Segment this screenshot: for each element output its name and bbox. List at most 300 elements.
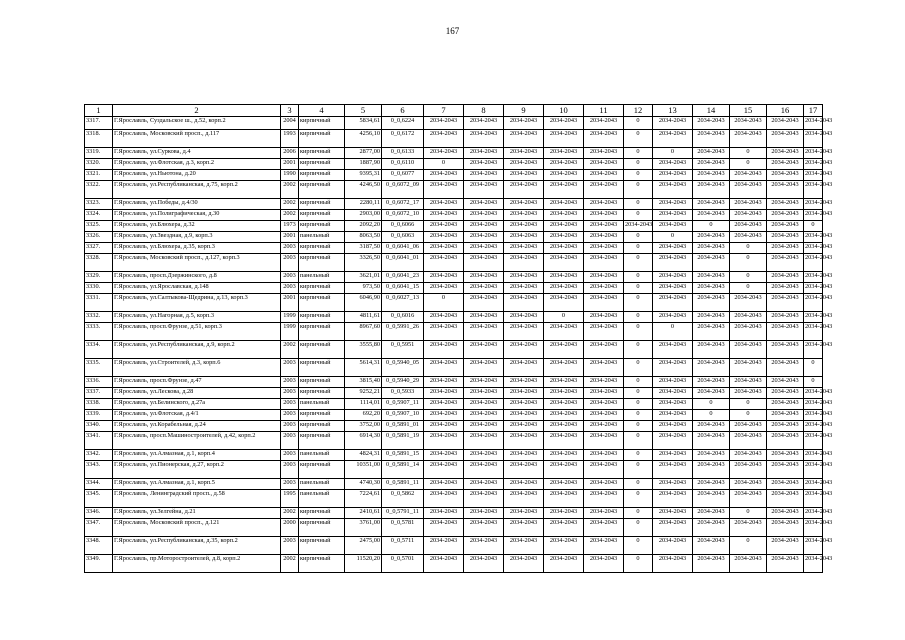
table-cell: 2034-2043 [584,283,624,294]
table-cell: 0_0,5891_14 [382,461,424,479]
table-cell: 2034-2043 [464,490,504,508]
table-cell: 2034-2043 [504,181,544,199]
table-cell: 3347. [85,519,113,537]
table-row [85,312,823,323]
header-row [85,105,823,117]
table-cell: 2034-2043 [584,148,624,159]
table-cell: 2002 [281,199,299,210]
table-cell: 0 [804,359,823,377]
table-cell: 2034-2043 [544,388,584,399]
table-cell: Г.Ярославль, ул.Звездная, д.9, корп.3 [113,232,281,243]
table-cell: 0_0,5951 [382,341,424,359]
table-cell: 2034-2043 [653,508,693,519]
table-cell: 0 [730,254,767,272]
table-cell: 2034-2043 [464,312,504,323]
table-cell: Г.Ярославль, Московский просп., д.121 [113,519,281,537]
table-cell: 2034-2043 [504,537,544,555]
column-header: 11 [584,105,624,117]
table-cell: Г.Ярославль, ул.Республиканская, д.35, корп.2 [113,537,281,555]
table-cell: 0 [730,159,767,170]
table-cell: 0_0,5891_11 [382,479,424,490]
table-cell: 2034-2043 [544,199,584,210]
table-cell: 2034-2043 [464,148,504,159]
table-cell: 2034-2043 [584,243,624,254]
column-header: 12 [624,105,653,117]
table-cell: 4811,61 [345,312,382,323]
table-cell: Г.Ярославль, ул.Полиграфическая, д.30 [113,210,281,221]
table-cell: 0 [624,117,653,130]
table-cell: 2003 [281,388,299,399]
table-cell: 2034-2043 [653,461,693,479]
table-cell: 2034-2043 [504,341,544,359]
table-cell: 2034-2043 [544,181,584,199]
table-cell: Г.Ярославль, ул.Строителей, д.3, корп.6 [113,359,281,377]
table-cell: 2034-2043 [584,221,624,232]
column-header: 13 [653,105,693,117]
table-cell: 2001 [281,159,299,170]
column-header: 16 [767,105,804,117]
table-cell: 2034-2043 [544,170,584,181]
table-cell: 9252,21 [345,388,382,399]
table-cell: 2034-2043 [767,221,804,232]
table-cell: 2034-2043 [544,432,584,450]
table-cell: 2280,11 [345,199,382,210]
table-cell: 2034-2043 [424,210,464,221]
table-cell: 2034-2043 [730,232,767,243]
table-cell: 2002 [281,555,299,573]
table-cell: 0 [730,508,767,519]
table-cell: 8967,60 [345,323,382,341]
table-cell: 3349. [85,555,113,573]
table-cell: 0 [653,148,693,159]
table-cell: 2034-2043 [693,432,730,450]
table-cell: 2034-2043 [544,232,584,243]
table-cell: 0 [624,461,653,479]
table-cell: 2002 [281,341,299,359]
table-cell: 3339. [85,410,113,421]
table-cell: 3329. [85,272,113,283]
table-row [85,388,823,399]
table-cell: 2034-2043 [544,130,584,148]
table-cell: кирпичный [299,148,345,159]
table-cell: 5614,31 [345,359,382,377]
table-cell: 2034-2043 [544,461,584,479]
table-cell: 0_0,6041_15 [382,283,424,294]
table-cell: 2034-2043 [693,450,730,461]
table-cell: 2034-2043 [653,170,693,181]
table-cell: 2034-2043 [767,199,804,210]
table-cell: 2034-2043 [424,377,464,388]
table-cell: 2034-2043 [464,377,504,388]
table-cell: 2034-2043 [504,421,544,432]
column-header: 5 [345,105,382,117]
table-cell: 2034-2043 [504,232,544,243]
table-cell: 2092,20 [345,221,382,232]
table-cell: 2034-2043 [584,479,624,490]
table-cell: 2034-2043 [424,221,464,232]
table-cell: 2034-2043 [767,490,804,508]
table-cell: 973,50 [345,283,382,294]
table-cell: 2034-2043 [804,461,823,479]
data-table [84,104,833,573]
table-cell: кирпичный [299,555,345,573]
table-cell: 0_0,5940_29 [382,377,424,388]
table-cell: 3337. [85,388,113,399]
table-cell: 2034-2043 [504,159,544,170]
table-cell: 1973 [281,221,299,232]
table-cell: 2034-2043 [767,421,804,432]
table-cell: 2003 [281,254,299,272]
table-cell: Г.Ярославль, ул.Флотская, д.3, корп.2 [113,159,281,170]
table-cell: 0_0,5907_10 [382,410,424,421]
table-cell: 2034-2043 [804,490,823,508]
table-cell: Г.Ярославль, ул.Корабельная, д.24 [113,421,281,432]
table-cell: 0_0,5907_11 [382,399,424,410]
table-cell: 2034-2043 [544,272,584,283]
table-cell: 4740,30 [345,479,382,490]
table-cell: 2034-2043 [693,117,730,130]
table-cell: 2034-2043 [804,410,823,421]
table-cell: 2034-2043 [544,159,584,170]
table-cell: 2034-2043 [693,181,730,199]
table-row [85,294,823,312]
table-cell: 2034-2043 [504,254,544,272]
table-cell: 2034-2043 [653,312,693,323]
table-cell: 0_0,5781 [382,519,424,537]
table-cell: 0 [624,181,653,199]
table-cell: 2034-2043 [424,410,464,421]
table-cell: 2034-2043 [584,159,624,170]
table-cell: Г.Ярославль, ул.Алмазная, д.1, корп.4 [113,450,281,461]
table-cell: 1999 [281,323,299,341]
page-number: 167 [445,26,460,36]
table-cell: 0_0,6027_13 [382,294,424,312]
table-cell: 2034-2043 [584,117,624,130]
table-cell: 2034-2043 [693,359,730,377]
table-cell: 2034-2043 [544,421,584,432]
table-cell: 2034-2043 [767,537,804,555]
table-cell: 2003 [281,283,299,294]
table-cell: 0 [693,221,730,232]
table-cell: 2034-2043 [804,341,823,359]
table-cell: 0 [624,508,653,519]
table-cell: 2034-2043 [767,117,804,130]
table-cell: 0_0,6224 [382,117,424,130]
table-cell: 2034-2043 [584,450,624,461]
table-cell: 2034-2043 [504,170,544,181]
table-cell: 2034-2043 [804,421,823,432]
table-cell: 3318. [85,130,113,148]
table-cell: 2034-2043 [584,377,624,388]
table-cell: 2034-2043 [804,479,823,490]
table-cell: 0 [624,388,653,399]
table-cell: 2034-2043 [730,450,767,461]
table-cell: кирпичный [299,283,345,294]
table-cell: панельный [299,450,345,461]
table-cell: 2034-2043 [653,555,693,573]
table-row [85,243,823,254]
table-cell: 3335. [85,359,113,377]
column-header: 9 [504,105,544,117]
table-cell: 2003 [281,450,299,461]
table-row [85,181,823,199]
table-cell: Г.Ярославль, ул.Флотская, д.4/1 [113,410,281,421]
table-cell: 2034-2043 [730,341,767,359]
table-cell: 0 [624,490,653,508]
table-cell: 2034-2043 [424,272,464,283]
table-cell: 0 [544,312,584,323]
table-cell: 2034-2043 [653,359,693,377]
table-cell: 2034-2043 [464,272,504,283]
table-cell: 2034-2043 [804,294,823,312]
table-cell: 0_0,6041_01 [382,254,424,272]
table-cell: 2034-2043 [767,243,804,254]
table-cell: 2034-2043 [504,221,544,232]
table-cell: 0 [624,479,653,490]
table-cell: 0_0,5891_01 [382,421,424,432]
table-cell: 1990 [281,170,299,181]
table-cell: 2034-2043 [504,410,544,421]
table-cell: 2034-2043 [544,221,584,232]
table-cell: 2034-2043 [504,519,544,537]
table-cell: 2003 [281,537,299,555]
table-cell: 2034-2043 [544,450,584,461]
table-cell: 2034-2043 [693,461,730,479]
table-cell: 2034-2043 [767,388,804,399]
table-cell: 2034-2043 [584,388,624,399]
table-cell: Г.Ярославль, ул.Республиканская, д.75, корп.2 [113,181,281,199]
table-cell: 2034-2043 [730,170,767,181]
table-cell: 0_0,5933 [382,388,424,399]
table-cell: кирпичный [299,312,345,323]
table-cell: 2034-2043 [584,519,624,537]
table-row [85,283,823,294]
table-cell: 2003 [281,479,299,490]
table-cell: 1995 [281,490,299,508]
table-cell: 2004 [281,117,299,130]
table-cell: 3328. [85,254,113,272]
table-cell: 2034-2043 [544,341,584,359]
table-cell: 2034-2043 [464,199,504,210]
table-cell: 2034-2043 [767,130,804,148]
table-cell: кирпичный [299,537,345,555]
table-cell: 5834,61 [345,117,382,130]
table-cell: 2034-2043 [424,359,464,377]
table-cell: 2034-2043 [544,283,584,294]
table-cell: 2034-2043 [653,221,693,232]
table-cell: 6046,90 [345,294,382,312]
table-cell: 2034-2043 [584,410,624,421]
table-cell: 2034-2043 [424,181,464,199]
table-cell: 2034-2043 [504,210,544,221]
table-cell: 2034-2043 [730,388,767,399]
table-cell: 2034-2043 [767,341,804,359]
table-cell: кирпичный [299,221,345,232]
table-cell: 2034-2043 [804,312,823,323]
table-cell: 2034-2043 [804,254,823,272]
table-cell: 2034-2043 [804,170,823,181]
table-cell: 2034-2043 [424,199,464,210]
table-cell: кирпичный [299,519,345,537]
column-header: 15 [730,105,767,117]
table-cell: 2034-2043 [584,181,624,199]
table-cell: Г.Ярославль, ул.Белинского, д.27а [113,399,281,410]
table-cell: 2034-2043 [504,450,544,461]
table-cell: 3320. [85,159,113,170]
table-cell: 2034-2043 [804,508,823,519]
table-cell: 0 [653,323,693,341]
table-cell: 2034-2043 [544,537,584,555]
table-cell: 2034-2043 [804,432,823,450]
table-cell: 2034-2043 [653,272,693,283]
table-cell: 2034-2043 [653,410,693,421]
table-cell: 3338. [85,399,113,410]
table-cell: 2034-2043 [544,323,584,341]
table-cell: 2034-2043 [464,283,504,294]
table-cell: 2034-2043 [693,519,730,537]
table-cell: 2034-2043 [464,359,504,377]
table-cell: 2034-2043 [693,254,730,272]
table-cell: 2034-2043 [804,555,823,573]
table-cell: 3333. [85,323,113,341]
table-cell: 2034-2043 [653,479,693,490]
table-cell: Г.Ярославль, ул.Победы, д.4/30 [113,199,281,210]
table-cell: 2034-2043 [693,283,730,294]
table-row [85,221,823,232]
table-cell: 2003 [281,359,299,377]
table-cell: 0 [624,359,653,377]
table-cell: 2034-2043 [544,148,584,159]
table-cell: 0_0,5791_11 [382,508,424,519]
table-cell: 2034-2043 [730,181,767,199]
table-cell: кирпичный [299,294,345,312]
table-cell: 2034-2043 [653,199,693,210]
table-cell: кирпичный [299,117,345,130]
table-cell: 2034-2043 [504,388,544,399]
table-cell: 2034-2043 [464,210,504,221]
table-cell: 0_0,6072_09 [382,181,424,199]
table-cell: Г.Ярославль, ул.Зелгейна, д.21 [113,508,281,519]
table-cell: 0 [624,555,653,573]
table-cell: 2000 [281,519,299,537]
table-cell: 2034-2043 [584,312,624,323]
table-cell: 2034-2043 [693,537,730,555]
column-header: 3 [281,105,299,117]
table-cell: Г.Ярославль, Ленинградский просп., д.58 [113,490,281,508]
table-cell: 2475,00 [345,537,382,555]
table-cell: кирпичный [299,210,345,221]
table-row [85,199,823,210]
table-cell: 2034-2043 [804,399,823,410]
table-cell: 0 [653,232,693,243]
table-cell: 2410,61 [345,508,382,519]
table-cell: Г.Ярославль, просп.Машиностроителей, д.42, корп.2 [113,432,281,450]
table-cell: 2034-2043 [584,461,624,479]
table-cell: 2034-2043 [544,377,584,388]
table-cell: 0 [624,410,653,421]
column-header: 8 [464,105,504,117]
table-cell: 2034-2043 [730,210,767,221]
table-cell: 2877,00 [345,148,382,159]
table-cell: 2034-2043 [584,170,624,181]
table-cell: 0_0,6077 [382,170,424,181]
table-cell: 3621,01 [345,272,382,283]
table-cell: 0 [624,450,653,461]
table-cell: 0 [424,159,464,170]
table-row [85,210,823,221]
table-cell: 2034-2043 [653,254,693,272]
table-cell: Г.Ярославль, просп.Дзержинского, д.8 [113,272,281,283]
table-cell: 0 [730,537,767,555]
table-cell: 2034-2043 [693,294,730,312]
table-cell: 2034-2043 [653,399,693,410]
table-body [85,117,833,573]
table-cell: 2034-2043 [504,312,544,323]
table-cell: 2034-2043 [767,170,804,181]
table-cell: 2034-2043 [464,130,504,148]
table-cell: 2034-2043 [544,519,584,537]
table-cell: 2034-2043 [804,210,823,221]
table-cell: 2034-2043 [464,410,504,421]
table-cell: 2034-2043 [504,555,544,573]
table-cell: 2034-2043 [693,421,730,432]
table-cell: 2034-2043 [424,117,464,130]
table-cell: 0_0,6066 [382,221,424,232]
table-cell: 2034-2043 [767,272,804,283]
table-cell: 2034-2043 [767,283,804,294]
table-cell: 0 [624,170,653,181]
table-cell: 0_0,6016 [382,312,424,323]
table-cell: 2001 [281,294,299,312]
table-cell: 2034-2043 [693,243,730,254]
table-cell: 0_0,6072_17 [382,199,424,210]
table-cell: кирпичный [299,377,345,388]
table-row [85,490,823,508]
table-cell: 2034-2043 [584,359,624,377]
table-cell: 2034-2043 [424,490,464,508]
table-cell: 2034-2043 [464,461,504,479]
table-cell: 2034-2043 [767,519,804,537]
table-cell: 2034-2043 [693,323,730,341]
table-cell: 1993 [281,130,299,148]
table-cell: 2034-2043 [730,377,767,388]
table-cell: 2001 [281,232,299,243]
table-cell: 2034-2043 [804,323,823,341]
table-cell: 2034-2043 [464,519,504,537]
table-cell: 0_0,5891_19 [382,432,424,450]
table-cell: Г.Ярославль, просп.Фрунзе, д.51, корп.3 [113,323,281,341]
table-row [85,170,823,181]
table-cell: 0 [730,410,767,421]
table-cell: 2034-2043 [424,537,464,555]
table-cell: 2034-2043 [767,210,804,221]
table-cell: 2034-2043 [730,312,767,323]
table-cell: 0 [730,399,767,410]
column-header: 14 [693,105,730,117]
table-row [85,272,823,283]
table-cell: кирпичный [299,199,345,210]
table-cell: 2034-2043 [730,359,767,377]
table-cell: 2034-2043 [504,399,544,410]
table-cell: 2034-2043 [544,254,584,272]
table-cell: 2034-2043 [693,377,730,388]
table-row [85,130,823,148]
table-cell: 2034-2043 [730,519,767,537]
table-cell: 2034-2043 [424,341,464,359]
table-cell: 2034-2043 [693,490,730,508]
table-cell: 2003 [281,377,299,388]
table-cell: 2903,00 [345,210,382,221]
